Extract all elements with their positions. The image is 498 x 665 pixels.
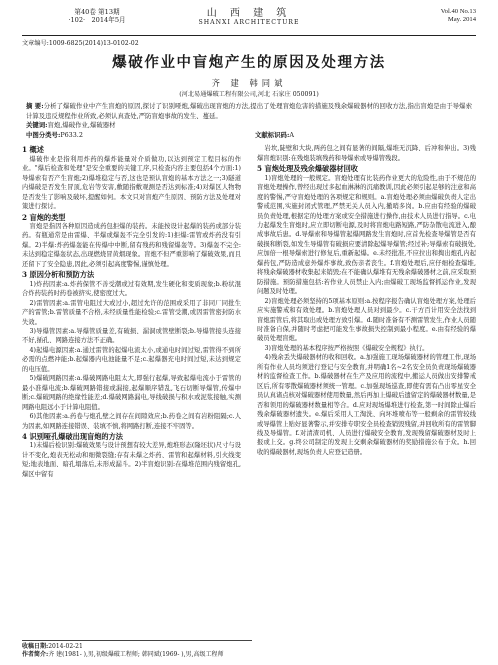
page-number: ·102· xyxy=(68,16,86,24)
paragraph: 1)炸药因素:a.炸药保管不善受潮或过有效期,发生硬化和变质现象;b.粉状混合炸药装药时药卷被挤实,使密度过大。 xyxy=(22,280,241,298)
header-rule xyxy=(22,35,476,36)
classification-line xyxy=(26,131,472,141)
article-number: 文章编号:1009-6825(2014)13-0102-02 xyxy=(22,40,139,47)
author-bio: 齐 建(1981- ),男,初级爆破工程师; 韩同斌(1969- ),男,高级工程师 xyxy=(48,651,224,659)
date-en: May. 2014 xyxy=(447,16,476,23)
doccode: A xyxy=(289,130,294,139)
right-column xyxy=(257,144,476,479)
clc-code: P633.2 xyxy=(60,130,83,139)
paragraph: 岩坎,陡壁和大块,两药包之间有显著的间隔,爆堆无沉降、后冲和伸出。3)残爆盲炮识别:在残炮装填残药和导爆索或导爆管残段。 xyxy=(257,145,476,162)
issue-cn: 第40卷 第13期 xyxy=(74,8,120,16)
keywords-text: 盲炮,爆破作业,爆破器材 xyxy=(47,121,116,130)
paragraph: 2)盲炮处理必须坚持的5项基本原则:a.按程序报告确认盲炮处理方案,处理后应实施警戒和有效处理。b.盲炮处理人员对到最少。c.干方百计用安全法找到盲炮雷管后,将其取出或处理方致引爆。d.随时准备有不测雷管发生,作业人员随时准备自保,并随时考虑把可能发生事故损失控制到最小程度。e.由有经验的爆破员处理盲炮。 xyxy=(257,297,476,343)
section-heading: 3 原因分析和预防方法 xyxy=(22,270,95,280)
paragraph: 4)残余丢失爆破器材的收和回收。a.加强施工现场爆破器材的管理工作,现场所有作业人员均须进行登记与安全教育,并明确1名~2名安全员负责现场爆破器材的监督检查工作。b.爆破器材在生产及应用的流程中,搬运人员做出安排警戒区后,所有零散爆破器材须统一管理。c.加强现场巡查,即使有需有凸出零星安全员认真诸点核对爆破器材使用数量,然后再加上爆破后遗留定的爆破器材数量,是否和领用的爆破器材数量相等合。d.应对现场爆堆进行检查,第一时间除止爆后残余爆破器材遗失。e.爆后采用人工淘洗、向坏堆喷布等一般剩余的雷管较线或导爆管上贴好显著警示,并安排专职安全员检查销毁残留,并回收所有的雷管脚线及导爆管。f.对清渣司机、人员进行爆破安全教育,发现残留爆破器材及时上报或上交。g.终公司制定的发现上交剩余爆破器材的奖励措施公布于众。h.回收的爆破器材,现场负责人应登记造册。 xyxy=(257,354,476,456)
paragraph: 3)导爆管因素:a.导爆管质量差,有破损、漏洞或管壁断裂;b.导爆管接头连接不好,插孔、网路连接方法不正确。 xyxy=(22,327,241,345)
paragraph: 5)爆破网路因素:a.爆破网路电阻太大,即强行起爆,导致起爆电流小于雷管的最小准爆电流;b.爆破网路错接或漏接,起爆顺序错乱,飞石切断导爆管,传爆中断;c.爆破网路的绝缘性能差;d.爆破网路漏电,导线破损与积水或泥浆接触,实测网路电阻远小于计算电阻值。 xyxy=(22,375,241,411)
received-date: 2014-02-21 xyxy=(48,642,83,650)
header-left xyxy=(22,8,172,24)
paragraph: 盲炮是指因各种原因造成药包拒爆的装药。未能按设计起爆的装药或部分装药。有瓶通常是由雷爆、半爆或爆轰不完全引发的:1)拒爆:雷管或炸药没有引爆。2)半爆:炸药爆轰能在传爆中中断,留有残药和残留爆轰等。3)爆轰不完全:未达到稳定爆轰状态,出现燃烧冒黄烟现象。盲炮不但严重影响了爆破效果,而且还留下了安全隐患,因此,必须引起高度警惕,谨慎处理。 xyxy=(22,223,241,268)
journal-name-en: SHANXI ARCHITECTURE xyxy=(198,19,300,26)
section-heading: 2 盲炮的类型 xyxy=(22,212,66,222)
paragraph: 1)盲炮处理的一般规定。盲炮处理有比装药作业更大的危险性,由于不规范的盲炮处理操作,曾经出现过多起血淋淋的沉痛教训,因此必须引起足够的注意和高度的警惕,严守盲炮处理的各项规定和规则。a.盲炮处理必须由爆破负责人定出警戒范围,实施封闭式管理,严禁无关人员入内,撤哨多岗。b.应由有经验的爆破员负责处理,根据定的处理方案或安全措施进行操作,由技术人员进行指导。c.电力起爆发生盲炮时,应立即切断电源,及时将盲炮电路短路,严防杂散电流进入,酿成事故后患。d.导爆索和导爆管起爆网路发生盲炮时,应首先检查导爆管是否有破损和断裂,如发生导爆管有破损应要清除起爆导爆管;经过补;导爆索有破损处,应加倍一根导爆索进行修复后,重新起爆。e.未经批准,不应拉出和掏出炮孔内起爆药包,严防造成意外爆炸事故,致伤亲者丧生。f.盲炮处理后,应仔细检查爆堆,将残余爆破器材收集起来销毁;在不能确认爆堆有无残余爆破器材之前,应采取预防措施。预防措施包括:若作业人员禁止入内;由爆破工现场监督抓运作业,发现问题及时处理。 xyxy=(257,174,476,296)
footnote xyxy=(22,640,252,660)
paragraph: 2)雷管因素:a.雷管电阻过大或过小,超过允许的范围或采用了非同厂同批生产的雷管;b.雷管质量不合格,未经质量性能检验;c.雷管受潮,或因雷管密封防水失效。 xyxy=(22,299,241,326)
abstract-text: 分析了爆破作业中产生盲炮的原因,探讨了识别哑炮,爆破出现盲炮的方法,提出了处理盲炮危害的措施及残余爆破器材的回收方法,指出盲炮是由于导爆索计算及违反规程作业所致,必须认真查处,严防盲炮事故的发生、蔓延。 xyxy=(26,102,472,120)
section-heading: 4 识别哑孔爆破出现盲炮的方法 xyxy=(22,431,123,441)
bio-label: 作者简介: xyxy=(22,651,49,659)
article-authors: 齐 建 韩同斌 xyxy=(211,78,287,88)
volume-en: Vol.40 No.13 xyxy=(440,8,476,15)
doc-code-line xyxy=(22,38,476,47)
doccode-label: 文献标识码: xyxy=(255,130,290,139)
paragraph: 3)盲炮处理的基本程序按严格按照《爆破安全规程》执行。 xyxy=(264,344,429,352)
left-column xyxy=(22,144,241,479)
keywords xyxy=(26,121,472,131)
header-right xyxy=(326,8,476,24)
paragraph: 爆破作业是指利用炸药的爆炸能量对介质做功,以达到预定工程目标的作业。"爆后检查和处理"是安全重要的关键工序,只检查内容主要包括4个方面:1)导爆索有否产生盲炮;2)爆堆稳定与否,这也是预认盲炮的基本方法之一;3)隧道内爆破是否发生冒顶,危岩等安害,敷随指敷观测是否达到标准;4)对爆区人物物是否发生了影响及破坏,提醒如何。本文只对盲炮产生原因、预防方法及处理对策进行探讨。 xyxy=(22,155,241,211)
body-columns xyxy=(22,144,476,479)
received-label: 收稿日期: xyxy=(22,642,49,650)
journal-name-cn: 山 西 建 筑 xyxy=(206,8,292,19)
header-center xyxy=(174,8,324,27)
section-heading: 1 概述 xyxy=(22,145,44,155)
paragraph: 4)起爆电源因素:a.通过雷管的起爆电流太小,或通电时间过短,雷管得不到所必需的点燃冲能;b.起爆器内电池能量不足;c.起爆器充电时间过短,未达到规定的电压值。 xyxy=(22,346,241,373)
article-title: 爆破作业中盲炮产生的原因及处理方法 xyxy=(112,54,386,71)
date-cn: 2014年5月 xyxy=(91,16,126,24)
section-heading: 5 盲炮处理及残余爆破器材回收 xyxy=(257,164,358,174)
abstract xyxy=(26,102,472,121)
abstract-label: 摘 要: xyxy=(26,102,44,110)
paragraph: 1)末爆后检识别:爆破效果与设计预想有较大差异,炮堆形态(隆坯状)尺寸与设计不变化,炮表无松动和细微裂缝;存有未爆之炸药、雷管和起爆材料,引火线变短;地表地面、暗孔塌落后,未形成漏斗。2)半盲炮识别:在爆堆范围内残留炮孔,爆区中留有 xyxy=(22,442,241,478)
clc-label: 中图分类号: xyxy=(26,130,61,139)
paragraph: 6)其他因素:a.药卷与炮孔壁之间存在间隙效应;b.药卷之间有岩粉阻隔;c.人为因素,如网路连接错误、装填不慎,将网路打断,连接不牢固等。 xyxy=(22,413,241,430)
author-affiliation: (河北易通爆破工程有限公司,河北 石家庄 050091) xyxy=(179,91,319,98)
running-header xyxy=(22,8,476,32)
keywords-label: 关键词: xyxy=(26,121,48,130)
